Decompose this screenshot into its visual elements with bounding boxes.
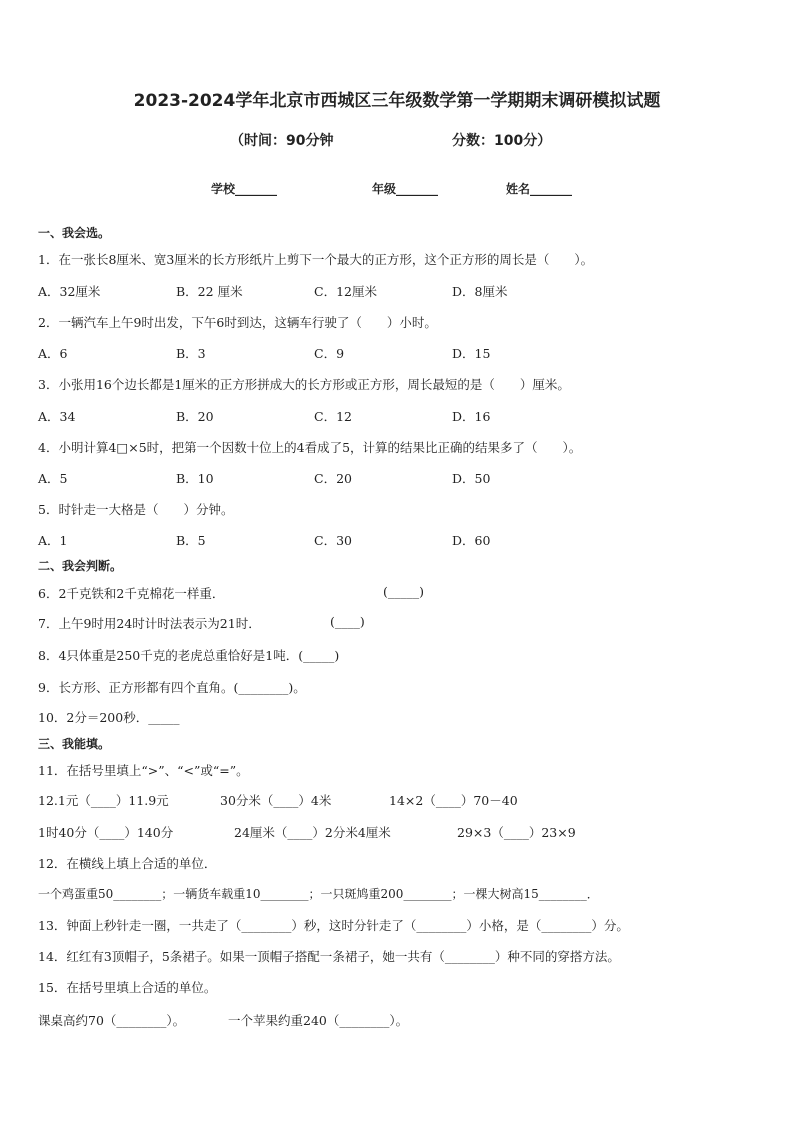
option-d: D．16	[452, 409, 491, 424]
compare-item: 30分米（____）4米	[220, 793, 332, 808]
question-15: 15．在括号里填上合适的单位。	[38, 980, 217, 995]
question-1: 1．在一张长8厘米、宽3厘米的长方形纸片上剪下一个最大的正方形，这个正方形的周长是（ ）。	[38, 252, 594, 267]
name-field: 姓名_______	[506, 182, 573, 196]
question-6-blank: (_____)	[383, 584, 425, 599]
section-2-heading: 二、我会判断。	[38, 559, 123, 573]
compare-item: 12.1元（____）11.9元	[38, 793, 169, 808]
compare-item: 24厘米（____）2分米4厘米	[234, 825, 391, 840]
option-b: B．22 厘米	[176, 284, 243, 299]
option-b: B．3	[176, 346, 206, 361]
question-2: 2．一辆汽车上午9时出发，下午6时到达，这辆车行驶了（ ）小时。	[38, 315, 437, 330]
option-b: B．20	[176, 409, 214, 424]
option-d: D．60	[452, 533, 491, 548]
option-c: C．9	[314, 346, 345, 361]
school-field: 学校_______	[211, 182, 278, 196]
compare-item: 29×3（____）23×9	[457, 825, 576, 840]
option-c: C．12	[314, 409, 352, 424]
option-c: C．12厘米	[314, 284, 377, 299]
question-8: 8．4只体重是250千克的老虎总重恰好是1吨．(_____)	[38, 648, 340, 663]
option-b: B．5	[176, 533, 206, 548]
question-12: 12．在横线上填上合适的单位．	[38, 856, 217, 871]
section-3-heading: 三、我能填。	[38, 737, 111, 751]
option-a: A．1	[38, 533, 68, 548]
fill-item: 一个苹果约重240（________）。	[228, 1013, 409, 1028]
page-title: 2023-2024学年北京市西城区三年级数学第一学期期末调研模拟试题	[133, 91, 661, 111]
question-11: 11．在括号里填上“>”、“<”或“=”。	[38, 763, 249, 778]
question-7: 7．上午9时用24时计时法表示为21时．	[38, 616, 261, 631]
question-9: 9．长方形、正方形都有四个直角。(________)。	[38, 680, 306, 695]
question-14: 14．红红有3顶帽子，5条裙子。如果一顶帽子搭配一条裙子，她一共有（________）种不同的穿搭方法。	[38, 949, 620, 964]
fill-item: 课桌高约70（________）。	[38, 1013, 186, 1028]
option-b: B．10	[176, 471, 214, 486]
question-13: 13．钟面上秒针走一圈，一共走了（________）秒，这时分针走了（________）小格，是（________）分。	[38, 918, 629, 933]
question-4: 4．小明计算4□×5时，把第一个因数十位上的4看成了5，计算的结果比正确的结果多了（ ）。	[38, 440, 582, 455]
option-a: A．6	[38, 346, 68, 361]
question-6: 6．2千克铁和2千克棉花一样重．	[38, 586, 225, 601]
student-info	[0, 180, 794, 200]
question-5: 5．时针走一大格是（ ）分钟。	[38, 502, 234, 517]
option-a: A．32厘米	[38, 284, 101, 299]
option-c: C．30	[314, 533, 352, 548]
exam-time: （时间：90分钟	[230, 133, 334, 149]
grade-field: 年级_______	[372, 182, 439, 196]
compare-item: 14×2（____）70－40	[389, 793, 518, 808]
question-3: 3．小张用16个边长都是1厘米的正方形拼成大的长方形或正方形，周长最短的是（ ）厘米。	[38, 377, 570, 392]
option-c: C．20	[314, 471, 352, 486]
question-7-blank: (____)	[330, 614, 365, 629]
option-a: A．5	[38, 471, 68, 486]
option-d: D．50	[452, 471, 491, 486]
exam-score: 分数：100分）	[452, 133, 552, 149]
option-a: A．34	[38, 409, 76, 424]
option-d: D．15	[452, 346, 491, 361]
section-1-heading: 一、我会选。	[38, 226, 111, 240]
question-12-blanks: 一个鸡蛋重50________；一辆货车载重10________；一只斑鸠重200________；一棵大树高15________．	[38, 887, 599, 901]
question-10: 10．2分＝200秒．_____	[38, 710, 180, 725]
compare-item: 1时40分（____）140分	[38, 825, 174, 840]
option-d: D．8厘米	[452, 284, 508, 299]
